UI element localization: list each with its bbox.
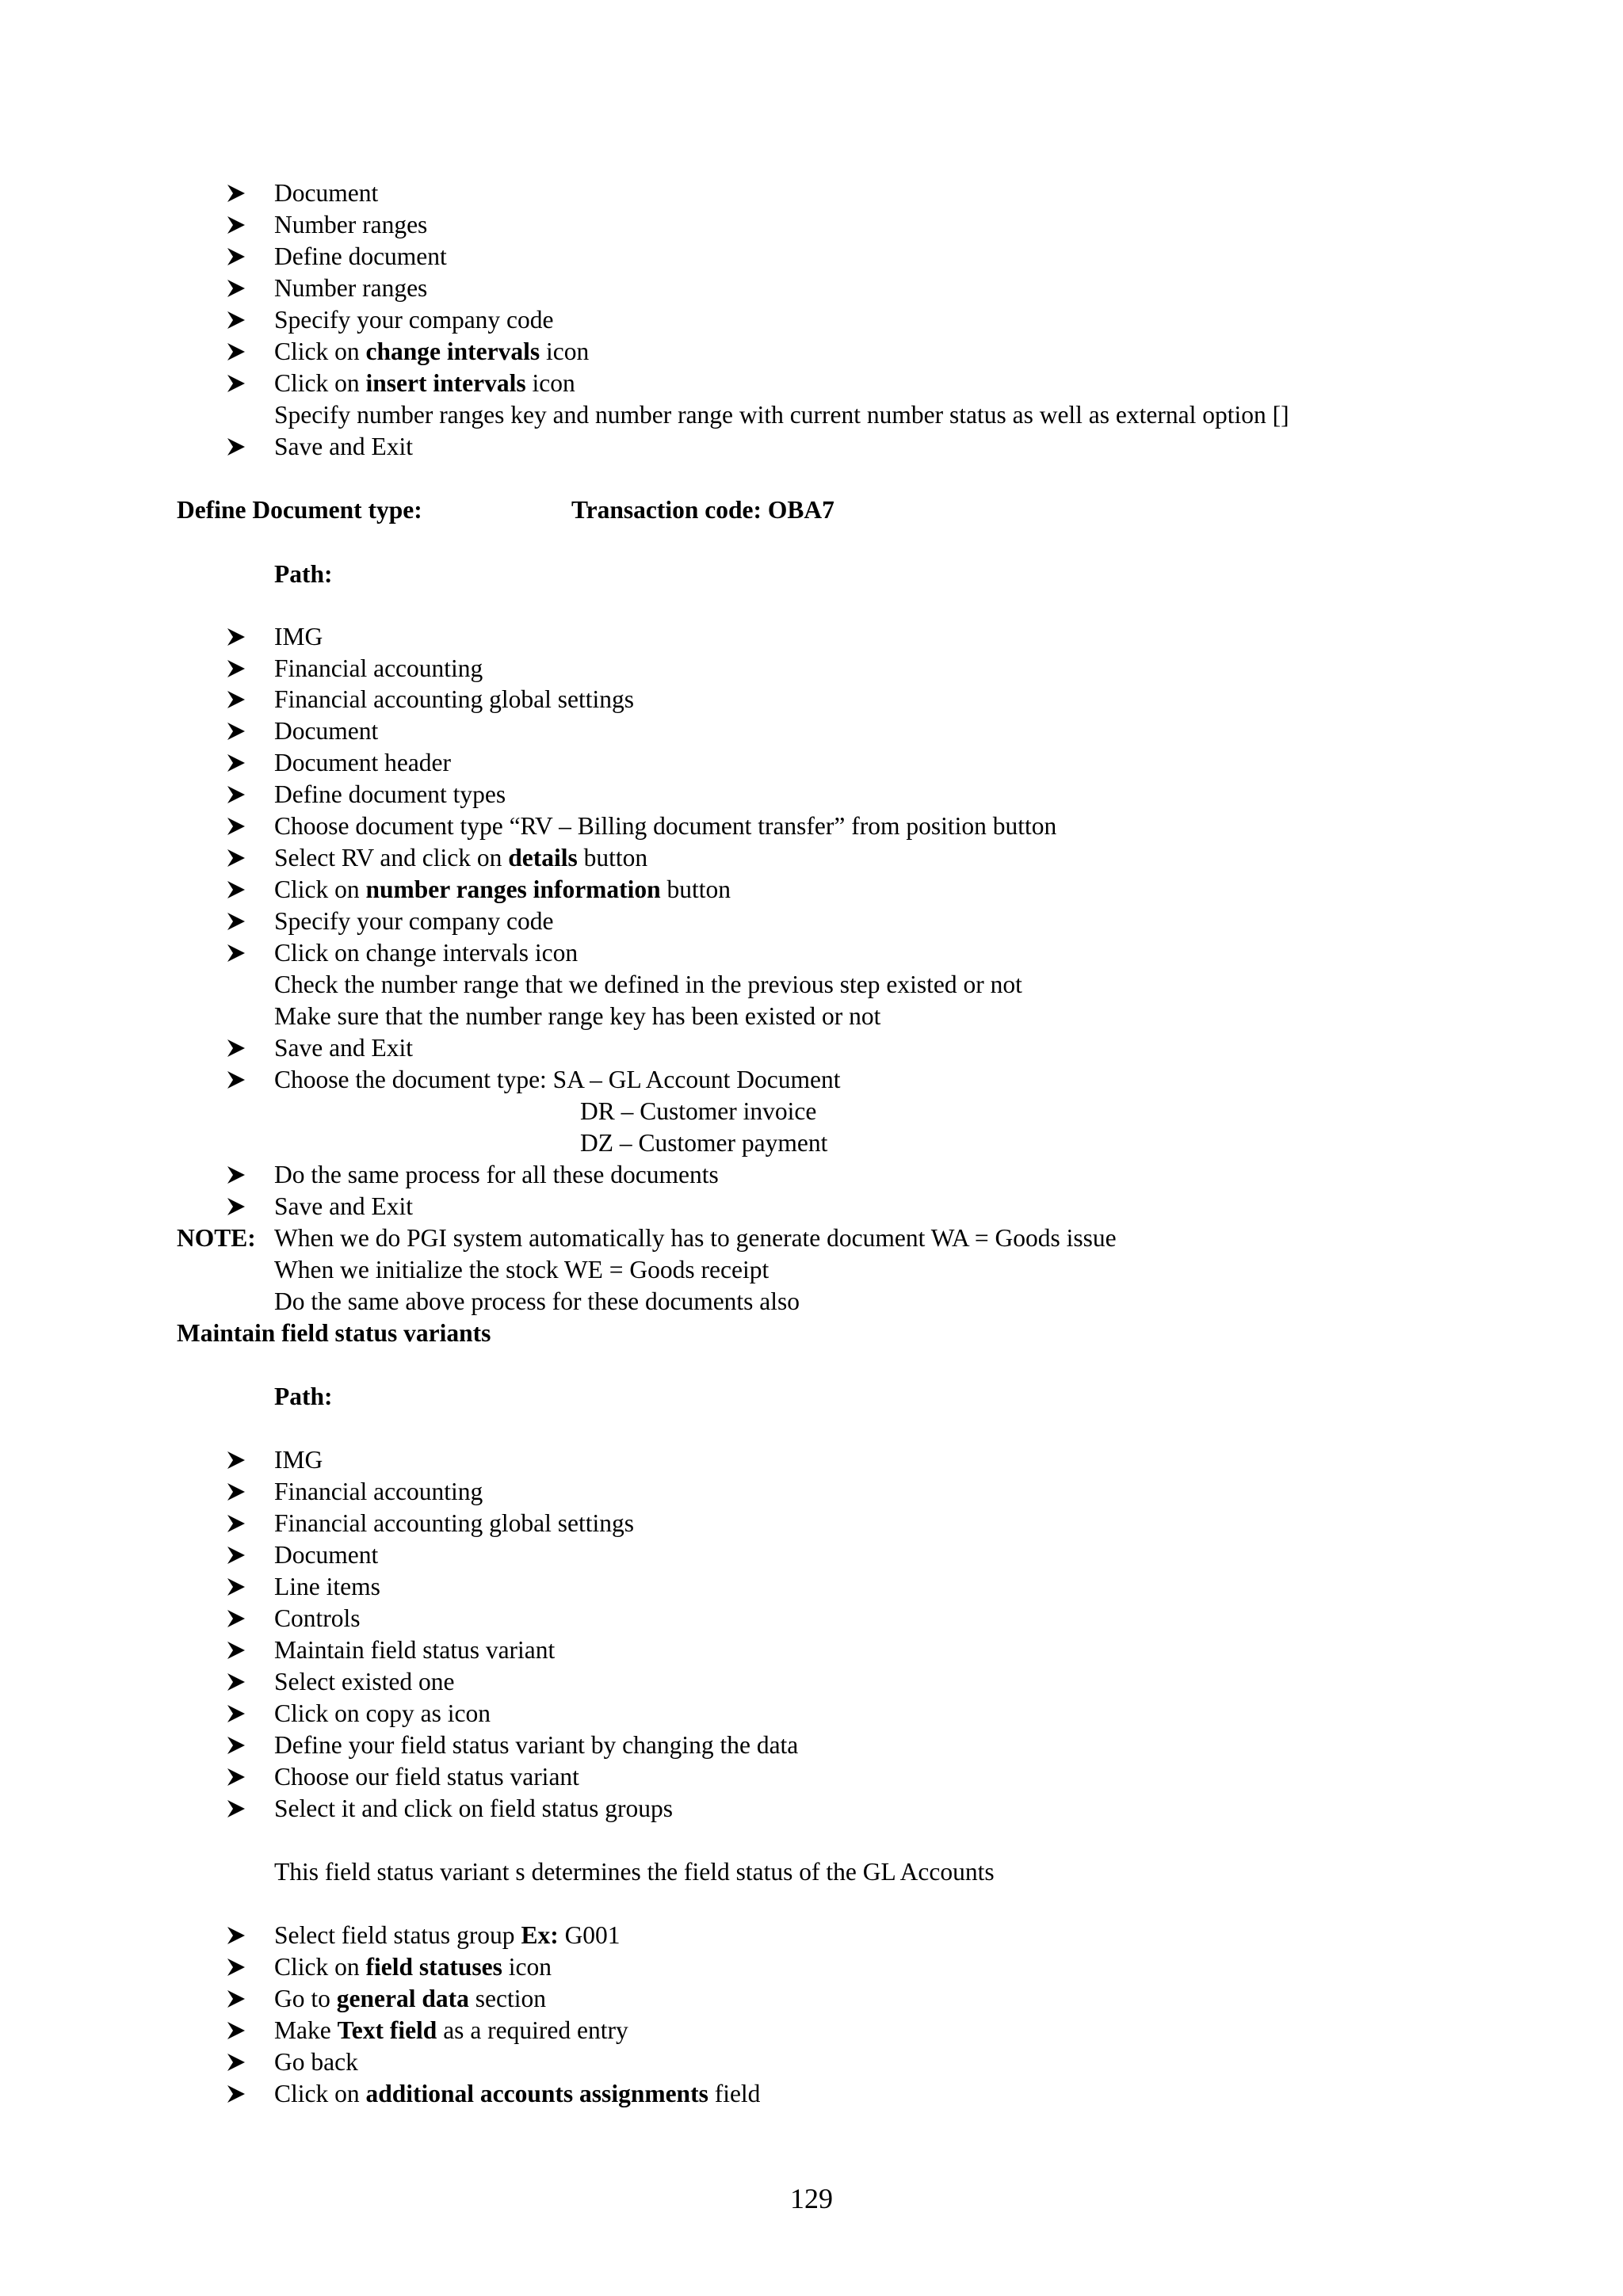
bullet-arrow-icon [226, 2084, 246, 2104]
list-item [274, 1034, 413, 1062]
section-heading: Maintain field status variants [177, 1319, 491, 1347]
text-segment: general data [336, 1985, 469, 2012]
bullet-arrow-icon [226, 1450, 246, 1470]
text-segment: Financial accounting [274, 1478, 483, 1505]
text-segment: Document [274, 1541, 379, 1569]
list-item [274, 2048, 358, 2077]
text-segment: button [660, 875, 731, 903]
text-segment: icon [502, 1953, 552, 1981]
text-segment: Financial accounting [274, 654, 483, 682]
text-segment: button [577, 844, 648, 871]
list-item [274, 623, 323, 651]
bullet-arrow-icon [226, 1545, 246, 1566]
text-segment: Define document types [274, 780, 506, 808]
text-segment: Document [274, 717, 379, 745]
text-segment: field [708, 2080, 761, 2107]
text-segment: Define your field status variant by changing the data [274, 1731, 799, 1759]
list-item [274, 1953, 552, 1981]
text-segment: section [468, 1985, 546, 2012]
bullet-arrow-icon [226, 1957, 246, 1978]
list-item [274, 1921, 621, 1950]
document-type-item: DR – Customer invoice [580, 1097, 817, 1125]
path-label: Path: [274, 1383, 333, 1410]
note-text: When we initialize the stock WE = Goods receipt [274, 1256, 769, 1283]
text-segment: Financial accounting global settings [274, 685, 635, 713]
list-item [274, 274, 427, 303]
bullet-arrow-icon [226, 373, 246, 394]
list-item [274, 749, 451, 777]
text-segment: additional accounts assignments [365, 2080, 708, 2107]
bullet-arrow-icon [226, 1165, 246, 1185]
text-segment: Financial accounting global settings [274, 1509, 635, 1537]
bullet-arrow-icon [226, 183, 246, 204]
text-segment: number ranges information [365, 875, 661, 903]
note-label: NOTE: [177, 1224, 256, 1252]
list-item [274, 780, 506, 809]
text-segment: Controls [274, 1604, 361, 1632]
text-segment: Document header [274, 749, 452, 776]
list-item [274, 685, 634, 714]
text-segment: Number ranges [274, 274, 428, 302]
bullet-arrow-icon [226, 689, 246, 710]
bullet-arrow-icon [226, 215, 246, 235]
bullet-arrow-icon [226, 1703, 246, 1724]
text-segment: Define document [274, 242, 447, 270]
bullet-arrow-icon [226, 784, 246, 805]
text-segment: Go to [274, 1985, 337, 2012]
page-number: 129 [790, 2183, 833, 2214]
list-item [274, 1509, 634, 1538]
text-segment: change intervals [365, 338, 540, 365]
text-segment: G001 [558, 1921, 621, 1949]
bullet-arrow-icon [226, 1070, 246, 1090]
bullet-arrow-icon [226, 816, 246, 837]
bullet-arrow-icon [226, 1038, 246, 1058]
text-segment: Document [274, 179, 379, 207]
text-segment: Choose document type “RV – Billing document transfer” from position button [274, 812, 1057, 840]
list-item [274, 306, 554, 334]
text-segment: details [508, 844, 578, 871]
list-item [274, 939, 578, 967]
instruction-text: This field status variant s determines the field status of the GL Accounts [274, 1858, 995, 1886]
list-item [274, 1636, 555, 1665]
text-segment: Click on [274, 369, 366, 397]
text-segment: Choose the document type: SA – GL Account Document [274, 1066, 841, 1093]
bullet-arrow-icon [226, 437, 246, 457]
text-segment: Select existed one [274, 1668, 455, 1695]
text-segment: IMG [274, 623, 323, 650]
text-segment: Number ranges [274, 211, 428, 238]
text-segment: Select it and click on field status groups [274, 1794, 674, 1822]
bullet-arrow-icon [226, 848, 246, 868]
text-segment: Maintain field status variant [274, 1636, 556, 1664]
bullet-arrow-icon [226, 2020, 246, 2041]
bullet-arrow-icon [226, 658, 246, 679]
bullet-arrow-icon [226, 1513, 246, 1534]
list-item [274, 1763, 579, 1791]
bullet-arrow-icon [226, 1577, 246, 1597]
note-text: When we do PGI system automatically has to generate document WA = Goods issue [274, 1224, 1117, 1252]
transaction-code: Transaction code: OBA7 [571, 496, 834, 524]
bullet-arrow-icon [226, 1482, 246, 1502]
text-segment: Click on copy as icon [274, 1699, 491, 1727]
list-item [274, 1192, 413, 1221]
instruction-text: Make sure that the number range key has been existed or not [274, 1002, 881, 1030]
instruction-text: Check the number range that we defined in the previous step existed or not [274, 971, 1022, 998]
text-segment: Line items [274, 1573, 380, 1600]
text-segment: IMG [274, 1446, 323, 1474]
list-item [274, 1541, 378, 1569]
bullet-arrow-icon [226, 1196, 246, 1217]
bullet-arrow-icon [226, 341, 246, 362]
text-segment: Save and Exit [274, 433, 413, 460]
text-segment: Save and Exit [274, 1034, 413, 1062]
text-segment: insert intervals [365, 369, 526, 397]
list-item [274, 1604, 361, 1633]
list-item [274, 1573, 380, 1601]
list-item [274, 211, 427, 239]
bullet-arrow-icon [226, 310, 246, 330]
bullet-arrow-icon [226, 2052, 246, 2073]
text-segment: icon [540, 338, 590, 365]
text-segment: Click on change intervals icon [274, 939, 579, 967]
text-segment: Ex: [521, 1921, 559, 1949]
text-segment: Do the same process for all these documents [274, 1161, 719, 1188]
list-item [274, 1731, 798, 1760]
path-label: Path: [274, 560, 333, 588]
bullet-arrow-icon [226, 1672, 246, 1692]
list-item [274, 875, 731, 904]
bullet-arrow-icon [226, 879, 246, 900]
list-item [274, 1699, 491, 1728]
bullet-arrow-icon [226, 1735, 246, 1756]
document-type-item: DZ – Customer payment [580, 1129, 828, 1157]
text-segment: Click on [274, 2080, 366, 2107]
text-segment: Choose our field status variant [274, 1763, 579, 1791]
text-segment: Make [274, 2016, 338, 2044]
bullet-arrow-icon [226, 943, 246, 963]
bullet-arrow-icon [226, 1767, 246, 1787]
list-item [274, 844, 647, 872]
list-item [274, 1985, 546, 2013]
bullet-arrow-icon [226, 1608, 246, 1629]
list-item [274, 2080, 760, 2108]
list-item [274, 1446, 323, 1474]
bullet-arrow-icon [226, 278, 246, 299]
section-heading: Define Document type: [177, 496, 422, 524]
text-segment: field statuses [365, 1953, 502, 1981]
bullet-arrow-icon [226, 246, 246, 267]
text-segment: Save and Exit [274, 1192, 413, 1220]
list-item [274, 1794, 673, 1823]
list-item [274, 654, 483, 683]
bullet-arrow-icon [226, 1640, 246, 1661]
list-item [274, 812, 1056, 841]
text-segment: as a required entry [437, 2016, 628, 2044]
text-segment: Click on [274, 338, 366, 365]
list-item [274, 338, 589, 366]
list-item [274, 179, 378, 208]
list-item [274, 1478, 483, 1506]
list-item [274, 1066, 840, 1094]
list-item [274, 907, 554, 936]
note-text: Do the same above process for these documents also [274, 1287, 800, 1315]
text-segment: Click on [274, 875, 366, 903]
bullet-arrow-icon [226, 1925, 246, 1946]
text-segment: Click on [274, 1953, 366, 1981]
bullet-arrow-icon [226, 721, 246, 742]
instruction-text: Specify number ranges key and number range with current number status as well as external option [] [274, 401, 1289, 429]
list-item [274, 433, 413, 461]
text-segment: Select field status group [274, 1921, 521, 1949]
list-item [274, 369, 575, 398]
text-segment: Specify your company code [274, 306, 554, 334]
bullet-arrow-icon [226, 911, 246, 932]
list-item [274, 1668, 454, 1696]
text-segment: Text field [337, 2016, 437, 2044]
list-item [274, 717, 378, 746]
text-segment: icon [525, 369, 575, 397]
bullet-arrow-icon [226, 1989, 246, 2009]
bullet-arrow-icon [226, 627, 246, 647]
bullet-arrow-icon [226, 1798, 246, 1819]
text-segment: Go back [274, 2048, 358, 2076]
list-item [274, 2016, 628, 2045]
text-segment: Specify your company code [274, 907, 554, 935]
list-item [274, 1161, 719, 1189]
text-segment: Select RV and click on [274, 844, 509, 871]
bullet-arrow-icon [226, 753, 246, 773]
list-item [274, 242, 447, 271]
